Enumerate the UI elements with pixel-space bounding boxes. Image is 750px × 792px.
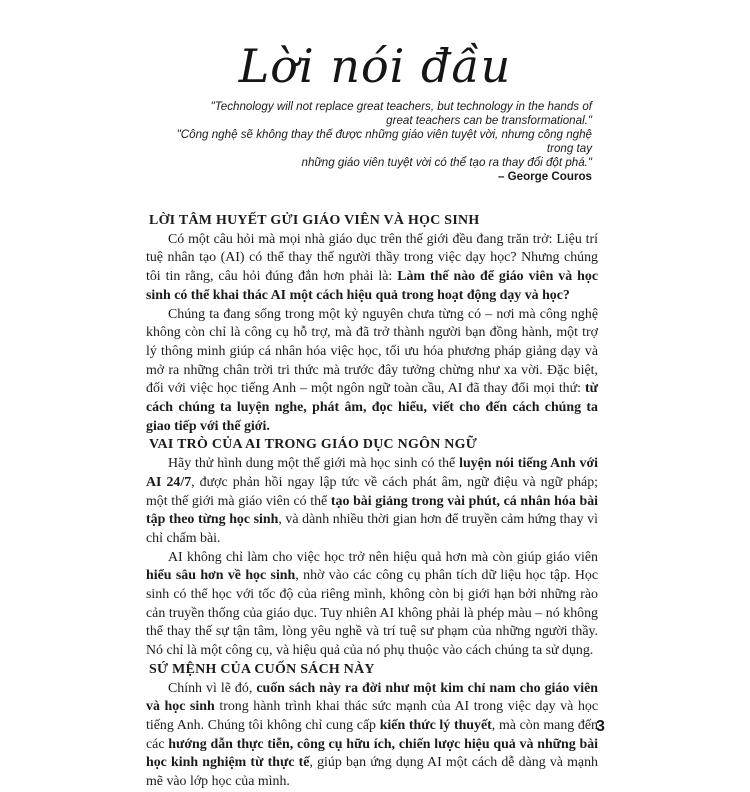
body-paragraph [146,231,598,306]
paragraph-text: , và dành nhiều thời gian hơn để truyền cảm hứng thay vì chỉ chấm bài. [146,512,598,546]
page-number: 3 [596,718,605,735]
body-paragraph [146,306,598,437]
section-heading: LỜI TÂM HUYẾT GỬI GIÁO VIÊN VÀ HỌC SINH [149,213,480,228]
quote-line: great teachers can be transformational." [386,114,592,127]
body-paragraph [146,680,598,792]
emphasis-text: hiểu sâu hơn về học sinh [146,568,296,584]
epigraph-quote [172,100,592,184]
emphasis-text: kiến thức lý thuyết [379,717,492,733]
emphasis-text: hướng dẫn thực tiễn, công cụ hữu ích, chiến lược hiệu quả và những bài học kinh nghiệm từ thực tế [146,736,599,771]
emphasis-text: từ cách chúng ta luyện nghe, phát âm, đọc hiểu, viết cho đến cách chúng ta giao tiếp với thế giới. [146,381,598,434]
emphasis-text: tạo bài giảng trong vài phút, cá nhân hóa bài tập theo từng học sinh [146,493,598,528]
emphasis-text: cuốn sách này ra đời như một kim chỉ nam cho giáo viên và học sinh [146,680,599,715]
paragraph-text: Chính vì lẽ đó, [168,680,257,696]
emphasis-text: Làm thế nào để giáo viên và học sinh có thể khai thác AI một cách hiệu quả trong hoạt động dạy và học? [146,269,598,303]
quote-line: những giáo viên tuyệt vời có thể tạo ra thay đổi đột phá." [301,156,592,169]
paragraph-text: trong hành trình khai thác sức mạnh của AI trong việc dạy và học tiếng Anh. Chúng tôi không chỉ cung cấp [146,699,599,733]
paragraph-text: , được phản hồi ngay lập tức về cách phát âm, ngữ điệu và ngữ pháp; một thế giới mà giáo viên có thể [146,474,598,509]
quote-author: – George Couros [497,170,592,183]
quote-line: "Công nghệ sẽ không thay thế được những giáo viên tuyệt vời, nhưng công nghệ trong tay [176,128,592,155]
paragraph-text: AI không chỉ làm cho việc học trở nên hiệu quả hơn mà còn giúp giáo viên [168,549,598,565]
body-paragraph [146,455,598,549]
quote-line: "Technology will not replace great teachers, but technology in the hands of [210,100,592,113]
page-title: Lời nói đầu [238,39,512,93]
section-heading: VAI TRÒ CỦA AI TRONG GIÁO DỤC NGÔN NGỮ [149,437,478,453]
section-heading: SỨ MỆNH CỦA CUỐN SÁCH NÀY [149,661,375,677]
paragraph-text: Chúng ta đang sống trong một kỷ nguyên chưa từng có – nơi mà công nghệ không còn chỉ là công cụ hỗ trợ, mà đã trở thành người bạn đồng hành, một trợ lý thông minh giúp cá nhân hóa việc học, tối ưu hóa phương pháp giảng dạy và mở ra những chân trời tri thức mà trước đây tưởng chừng như xa vời. Đặc biệt, đối với việc học tiếng Anh – một ngôn ngữ toàn cầu, AI đã thay đổi mọi thứ: [146,306,598,397]
paragraph-text: , giúp bạn ứng dụng AI một cách dễ dàng và mạnh mẽ vào lớp học của mình. [146,755,598,790]
emphasis-text: luyện nói tiếng Anh với AI 24/7 [146,456,599,490]
paragraph-text: , mà còn mang đến các [146,717,598,752]
body-text [146,212,598,792]
body-paragraph [146,549,598,661]
paragraph-text: Có một câu hỏi mà mọi nhà giáo dục trên thế giới đều đang trăn trở: Liệu trí tuệ nhân tạo (AI) có thể thay thế người thầy trong việc dạy học? Nhưng chúng tôi tin rằng, câu hỏi đúng đắn hơn phải là: [146,231,598,285]
paragraph-text: , nhờ vào các công cụ phân tích dữ liệu học tập. Học sinh có thể học với tốc độ của riêng mình, không còn bị giới hạn bởi những rào cản truyền thống của giáo dục. Tuy nhiên AI không phải là phép màu – nó không thể thay thế sự tận tâm, lòng yêu nghề và trí tuệ sư phạm của những người thầy. Nó chỉ là một công cụ, và hiệu quả của nó phụ thuộc vào cách chúng ta sử dụng. [146,568,598,659]
paragraph-text: Hãy thử hình dung một thế giới mà học sinh có thể [168,456,460,472]
